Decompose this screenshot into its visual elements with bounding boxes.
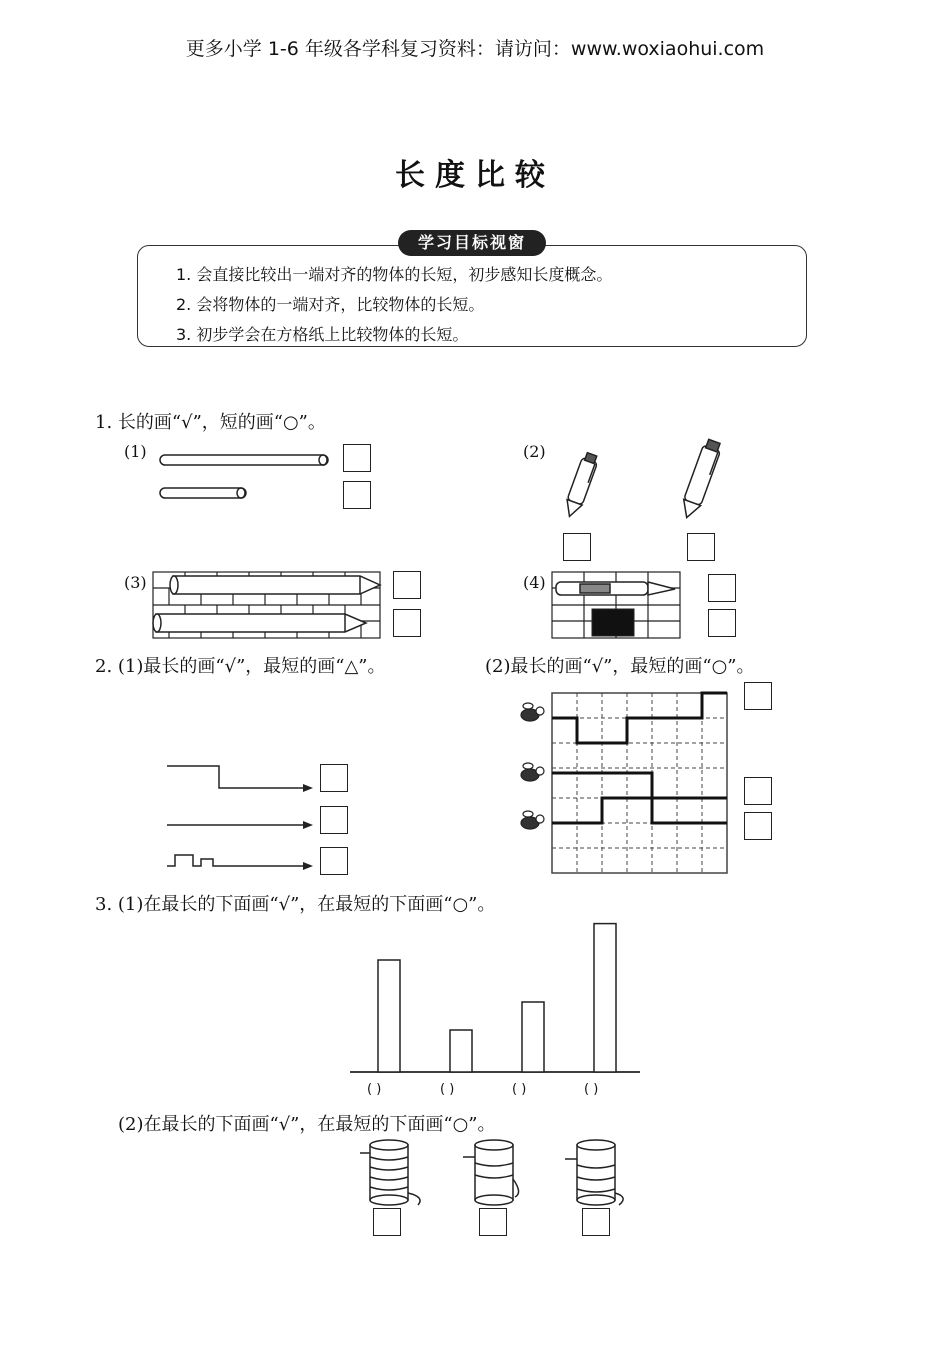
answer-box[interactable]: [320, 806, 348, 834]
goal-item: 2. 会将物体的一端对齐，比较物体的长短。: [176, 295, 485, 314]
q1-label-1: (1): [124, 442, 147, 461]
answer-box[interactable]: [744, 812, 772, 840]
pen-right-icon: [678, 438, 723, 520]
bar: [594, 924, 616, 1072]
goals-badge: 学习目标视窗: [398, 230, 546, 256]
pen-left-icon: [562, 452, 600, 519]
fountain-pen-icon: [556, 582, 675, 595]
answer-box[interactable]: [343, 481, 371, 509]
eraser-icon: [592, 609, 634, 636]
line-paths: [167, 766, 305, 866]
question-2-prompt-2: (2)最长的画“√”，最短的画“○”。: [485, 656, 755, 677]
answer-paren[interactable]: ( ): [367, 1082, 382, 1097]
answer-box[interactable]: [563, 533, 591, 561]
q1-label-3: (3): [124, 573, 147, 592]
answer-box[interactable]: [708, 609, 736, 637]
page-header: 更多小学 1-6 年级各学科复习资料：请访问：www.woxiaohui.com: [185, 38, 765, 60]
answer-box[interactable]: [393, 609, 421, 637]
answer-paren[interactable]: ( ): [440, 1082, 455, 1097]
goal-item: 3. 初步学会在方格纸上比较物体的长短。: [176, 325, 469, 344]
answer-box[interactable]: [320, 764, 348, 792]
goal-item: 1. 会直接比较出一端对齐的物体的长短，初步感知长度概念。: [176, 265, 613, 284]
answer-box[interactable]: [708, 574, 736, 602]
answer-box[interactable]: [393, 571, 421, 599]
question-3-prompt-1: 3. (1)在最长的下面画“√”，在最短的下面画“○”。: [95, 894, 496, 915]
bar-chart: [378, 924, 616, 1072]
answer-box[interactable]: [744, 682, 772, 710]
question-2-prompt-1: 2. (1)最长的画“√”，最短的画“△”。: [95, 656, 386, 677]
answer-box[interactable]: [373, 1208, 401, 1236]
step-paths: [552, 693, 727, 823]
q1-label-2: (2): [523, 442, 546, 461]
answer-box[interactable]: [479, 1208, 507, 1236]
bar: [522, 1002, 544, 1072]
bar: [450, 1030, 472, 1072]
coil-icons: [360, 1140, 623, 1205]
answer-box[interactable]: [687, 533, 715, 561]
rod-short: [160, 488, 246, 498]
page-title: 长度比较: [395, 158, 555, 193]
pencil-lower-icon: [153, 614, 366, 632]
q1-label-4: (4): [523, 573, 546, 592]
arrow-heads: [303, 784, 313, 870]
answer-box[interactable]: [744, 777, 772, 805]
question-1-prompt: 1. 长的画“√”，短的画“○”。: [95, 412, 326, 433]
pencil-upper-icon: [170, 576, 380, 594]
question-3-prompt-2: (2)在最长的下面画“√”，在最短的下面画“○”。: [118, 1114, 496, 1135]
bar: [378, 960, 400, 1072]
rod-long: [160, 455, 328, 465]
bee-icon: [521, 703, 544, 829]
answer-box[interactable]: [343, 444, 371, 472]
answer-box[interactable]: [582, 1208, 610, 1236]
answer-paren[interactable]: ( ): [512, 1082, 527, 1097]
answer-box[interactable]: [320, 847, 348, 875]
answer-paren[interactable]: ( ): [584, 1082, 599, 1097]
